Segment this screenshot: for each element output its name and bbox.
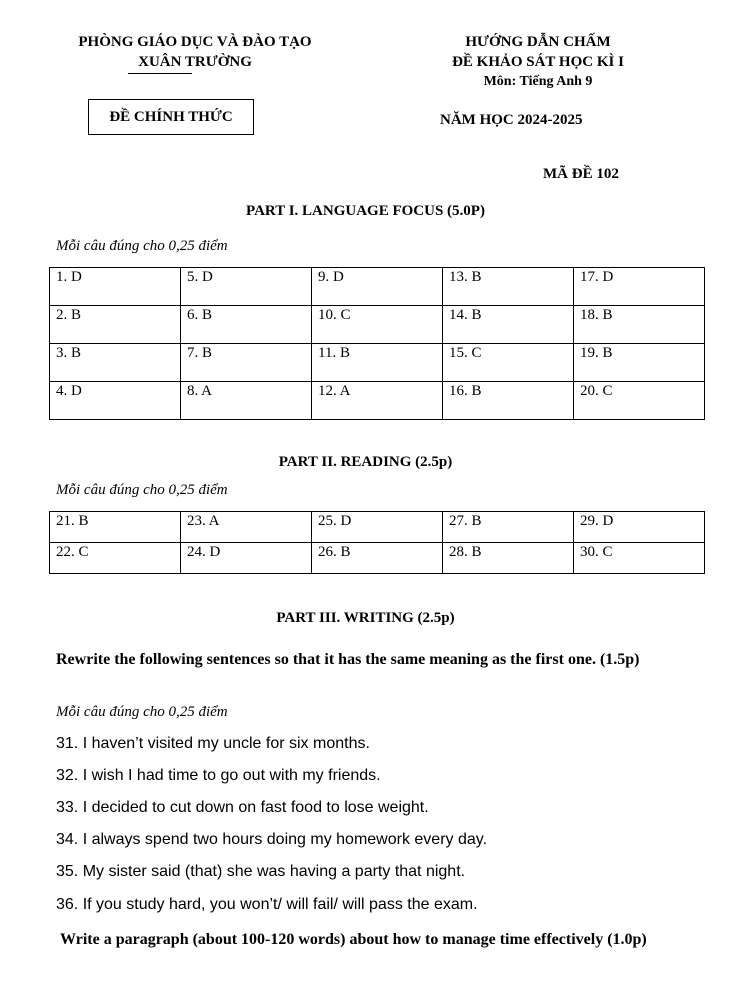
part3-note: Mỗi câu đúng cho 0,25 điểm [56, 704, 228, 720]
table-cell: 27. B [443, 512, 574, 543]
table-cell: 6. B [181, 306, 312, 344]
part2-answer-table [49, 511, 705, 574]
paragraph-instruction: Write a paragraph (about 100-120 words) about how to manage time effectively (1.0p) [56, 931, 647, 948]
department-header [40, 32, 350, 72]
table-cell: 12. A [312, 382, 443, 420]
district-underline [128, 73, 192, 74]
answer-line: 34. I always spend two hours doing my homework every day. [56, 831, 488, 848]
table-cell: 23. A [181, 512, 312, 543]
table-cell: 7. B [181, 344, 312, 382]
district-name: XUÂN TRƯỜNG [138, 54, 252, 70]
table-cell: 18. B [574, 306, 705, 344]
department-name: PHÒNG GIÁO DỤC VÀ ĐÀO TẠO [78, 34, 312, 50]
table-cell: 9. D [312, 268, 443, 306]
table-cell: 14. B [443, 306, 574, 344]
table-cell: 5. D [181, 268, 312, 306]
table-cell: 16. B [443, 382, 574, 420]
table-cell: 17. D [574, 268, 705, 306]
part3-title: PART III. WRITING (2.5p) [276, 610, 455, 626]
table-cell: 1. D [50, 268, 181, 306]
table-row [50, 344, 705, 382]
table-cell: 21. B [50, 512, 181, 543]
table-cell: 22. C [50, 543, 181, 574]
table-row [50, 543, 705, 574]
table-row [50, 382, 705, 420]
table-cell: 30. C [574, 543, 705, 574]
table-cell: 19. B [574, 344, 705, 382]
part1-note: Mỗi câu đúng cho 0,25 điểm [56, 238, 228, 254]
subject-label: Môn: Tiếng Anh 9 [483, 74, 593, 89]
table-row [50, 268, 705, 306]
table-row [50, 306, 705, 344]
table-cell: 10. C [312, 306, 443, 344]
answer-line: 35. My sister said (that) she was having a party that night. [56, 863, 466, 880]
answer-line: 36. If you study hard, you won’t/ will fail/ will pass the exam. [56, 896, 478, 913]
part2-note: Mỗi câu đúng cho 0,25 điểm [56, 482, 228, 498]
part2-title: PART II. READING (2.5p) [278, 454, 453, 470]
table-cell: 2. B [50, 306, 181, 344]
table-cell: 25. D [312, 512, 443, 543]
table-cell: 20. C [574, 382, 705, 420]
table-cell: 29. D [574, 512, 705, 543]
table-cell: 28. B [443, 543, 574, 574]
official-exam-box: ĐỀ CHÍNH THỨC [88, 99, 254, 135]
answer-line: 31. I haven’t visited my uncle for six months. [56, 735, 370, 752]
table-cell: 11. B [312, 344, 443, 382]
table-cell: 24. D [181, 543, 312, 574]
table-cell: 26. B [312, 543, 443, 574]
guide-title: HƯỚNG DẪN CHẤM [465, 34, 611, 50]
answer-line: 32. I wish I had time to go out with my friends. [56, 767, 381, 784]
part1-title: PART I. LANGUAGE FOCUS (5.0P) [246, 203, 485, 219]
table-cell: 15. C [443, 344, 574, 382]
answer-line: 33. I decided to cut down on fast food to lose weight. [56, 799, 429, 816]
guide-header [398, 32, 678, 92]
table-cell: 8. A [181, 382, 312, 420]
exam-title: ĐỀ KHẢO SÁT HỌC KÌ I [452, 54, 624, 70]
exam-code: MÃ ĐỀ 102 [543, 166, 619, 182]
part1-answer-table [49, 267, 705, 420]
table-cell: 3. B [50, 344, 181, 382]
rewrite-instruction: Rewrite the following sentences so that it has the same meaning as the first one. (1.5p) [56, 651, 640, 668]
table-cell: 13. B [443, 268, 574, 306]
table-cell: 4. D [50, 382, 181, 420]
school-year: NĂM HỌC 2024-2025 [440, 112, 583, 128]
table-row [50, 512, 705, 543]
